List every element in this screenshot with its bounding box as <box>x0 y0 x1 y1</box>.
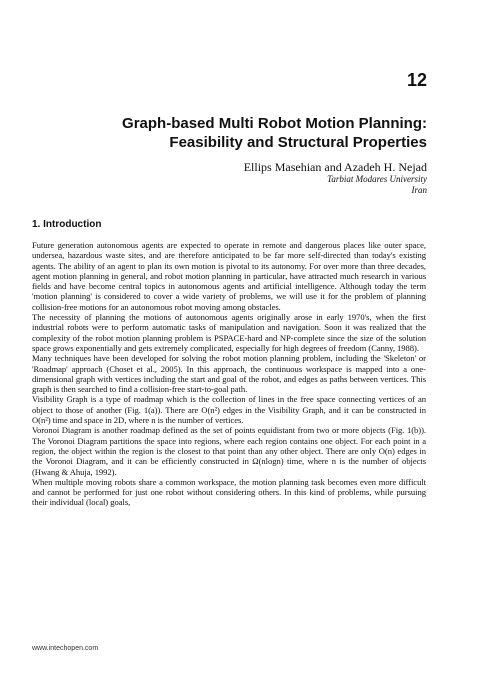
paragraph: Future generation autonomous agents are expected to operate in remote and dangerous places like outer space, undersea, hazardous waste sites, and are therefore anticipated to be far more self-directed than today's existing agents. The ability of an agent to plan its own motion is pivotal to its autonomy. For over more than three decades, agent motion planning in general, and robot motion planning in particular, have attracted much research in various fields and have become central topics in autonomous agents and artificial intelligence. Although today the term 'motion planning' is considered to cover a wide variety of problems, we will use it for the problem of planning collision-free motions for an autonomous robot moving among obstacles. <box>32 240 426 312</box>
paragraph: Many techniques have been developed for solving the robot motion planning problem, including the 'Skeleton' or 'Roadmap' approach (Choset et al., 2005). In this approach, the continuous workspace is mapped into a one-dimensional graph with vertices including the start and goal of the robot, and edges as paths between vertices. This graph is then searched to find a collision-free start-to-goal path. <box>32 353 426 395</box>
footer-url: www.intechopen.com <box>32 645 99 652</box>
author-country: Iran <box>411 185 427 195</box>
author-names: Ellips Masehian and Azadeh H. Nejad <box>243 160 427 174</box>
paragraph: When multiple moving robots share a common workspace, the motion planning task becomes even more difficult and cannot be performed for just one robot without considering others. In this kind of problems, while pursuing their individual (local) goals, <box>32 476 426 508</box>
author-affiliation: Tarbiat Modares University <box>327 174 427 184</box>
paragraph: The necessity of planning the motions of autonomous agents originally arose in early 1970's, when the first industrial robots were to perform automatic tasks of manipulation and navigation. Soon it was realized that the complexity of the robot motion planning problem is PSPACE-hard and NP-complete since the size of the solution space grows exponentially and gets extremely complicated, especially for high degrees of freedom (Canny, 1988). <box>32 312 426 353</box>
chapter-number: 12 <box>406 70 427 90</box>
author-block <box>127 160 427 196</box>
paragraph: Visibility Graph is a type of roadmap which is the collection of lines in the free space connecting vertices of an object to those of another (Fig. 1(a)). There are O(n²) edges in the Visibility Graph, and it can be constructed in O(n²) time and space in 2D, where n is the number of vertices. <box>32 394 426 426</box>
chapter-title-line-1: Graph-based Multi Robot Motion Planning: <box>122 115 427 132</box>
paragraph: Voronoi Diagram is another roadmap defined as the set of points equidistant from two or more objects (Fig. 1(b)). The Voronoi Diagram partitions the space into regions, where each region contains one object. For each point in a region, the object within the region is the closest to that point than any other object. There are only O(n) edges in the Voronoi Diagram, and it can be efficiently constructed in Ω(nlogn) time, where n is the number of objects (Hwang & Ahuja, 1992). <box>32 425 426 477</box>
chapter-title <box>67 114 427 152</box>
chapter-title-line-2: Feasibility and Structural Properties <box>169 134 427 151</box>
body-text <box>32 240 426 508</box>
section-heading: 1. Introduction <box>32 219 102 230</box>
